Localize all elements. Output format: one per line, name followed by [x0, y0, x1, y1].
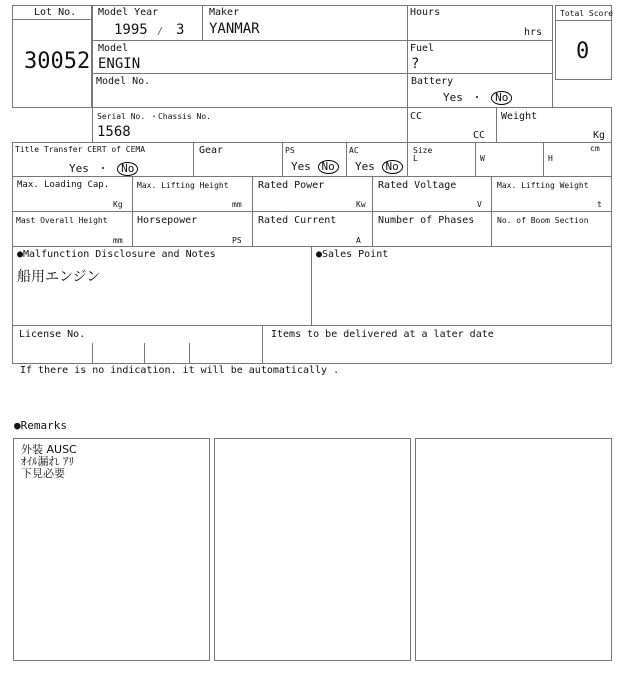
no-of-boom-section-label: No. of Boom Section: [497, 216, 589, 225]
fuel-value: ?: [411, 56, 420, 72]
footnote: If there is no indication. it will be automatically .: [20, 365, 340, 376]
model-year-month: 3: [176, 22, 185, 38]
battery-yes[interactable]: Yes: [443, 91, 463, 104]
divider: [311, 246, 312, 326]
hours-label: Hours: [410, 7, 441, 18]
divider: [262, 325, 263, 364]
divider: [202, 5, 203, 40]
divider: [252, 176, 253, 247]
divider: [193, 142, 194, 177]
divider: [144, 343, 145, 364]
title-transfer-options: [69, 160, 138, 176]
size-unit: cm: [590, 144, 600, 153]
remarks-line: 下見必要: [21, 467, 65, 480]
divider: [555, 20, 612, 21]
max-loading-cap-unit: Kg: [113, 200, 123, 209]
battery-label: Battery: [411, 76, 454, 87]
ac-options: [355, 160, 403, 174]
serial-label: Serial No. ・Chassis No.: [97, 112, 211, 121]
model-no-label: Model No.: [96, 76, 151, 87]
ac-no-selected[interactable]: No: [382, 160, 403, 174]
rated-power-unit: Kw: [356, 200, 366, 209]
divider: [407, 107, 408, 143]
divider: [282, 142, 283, 177]
remarks-box-1[interactable]: [13, 438, 210, 661]
divider: [407, 5, 408, 108]
max-lifting-height-unit: mm: [232, 200, 242, 209]
remarks-line: ｵｲﾙ漏れ ｱﾘ: [21, 455, 74, 468]
divider: [475, 142, 476, 177]
max-loading-cap-label: Max. Loading Cap.: [17, 180, 110, 190]
malfunction-value: 船用エンジン: [17, 269, 101, 285]
model-year-separator: /: [157, 26, 164, 37]
divider: [543, 142, 544, 177]
rated-power-label: Rated Power: [258, 180, 325, 191]
maker-label: Maker: [209, 7, 240, 18]
license-label: License No.: [19, 329, 86, 340]
title-transfer-dot: ・: [97, 162, 109, 175]
divider: [407, 40, 553, 41]
divider: [491, 176, 492, 247]
max-lifting-weight-label: Max. Lifting Weight: [497, 181, 589, 190]
size-label: Size: [413, 146, 433, 155]
model-year-year: 1995: [114, 22, 148, 38]
divider: [372, 176, 373, 247]
sales-point-label: ●Sales Point: [316, 249, 389, 260]
maker-value: YANMAR: [209, 21, 260, 37]
model-label: Model: [98, 43, 129, 54]
weight-label: Weight: [501, 111, 538, 122]
divider: [92, 73, 410, 74]
title-transfer-yes[interactable]: Yes: [69, 162, 89, 175]
divider: [407, 73, 553, 74]
max-lifting-weight-unit: t: [597, 200, 602, 209]
max-lifting-height-label: Max. Lifting Height: [137, 181, 229, 190]
battery-options: [443, 89, 512, 105]
title-transfer-label: Title Transfer CERT of CEMA: [15, 145, 146, 154]
remarks-box-3[interactable]: [415, 438, 612, 661]
weight-unit: Kg: [593, 130, 606, 141]
malfunction-label: ●Malfunction Disclosure and Notes: [17, 249, 216, 260]
gear-label: Gear: [199, 145, 224, 156]
rated-voltage-unit: V: [477, 200, 482, 209]
remarks-box-1-text: [21, 444, 77, 480]
divider: [407, 142, 408, 177]
size-h: H: [548, 154, 553, 163]
ac-yes[interactable]: Yes: [355, 160, 375, 173]
fuel-label: Fuel: [410, 43, 435, 54]
ac-label: AC: [349, 146, 359, 155]
number-of-phases-label: Number of Phases: [378, 215, 475, 226]
lot-number-label: Lot No.: [34, 7, 77, 18]
battery-no-selected[interactable]: No: [491, 91, 512, 105]
cc-unit: CC: [473, 130, 486, 141]
divider: [12, 19, 92, 20]
divider: [496, 107, 497, 143]
divider: [346, 142, 347, 177]
size-w: W: [480, 154, 485, 163]
horsepower-label: Horsepower: [137, 215, 198, 226]
cc-label: CC: [410, 111, 423, 122]
horsepower-unit: PS: [232, 236, 242, 245]
hours-unit: hrs: [524, 27, 543, 38]
mast-overall-height-unit: mm: [113, 236, 123, 245]
lot-number-value: 30052: [24, 49, 91, 74]
battery-dot: ・: [471, 91, 483, 104]
rated-current-label: Rated Current: [258, 215, 337, 226]
title-transfer-no-selected[interactable]: No: [117, 162, 138, 176]
remarks-label: ●Remarks: [14, 419, 67, 432]
divider: [92, 343, 93, 364]
items-later-label: Items to be delivered at a later date: [271, 329, 494, 340]
model-value: ENGIN: [98, 56, 141, 72]
ps-yes[interactable]: Yes: [291, 160, 311, 173]
rated-voltage-label: Rated Voltage: [378, 180, 457, 191]
remarks-box-2[interactable]: [214, 438, 411, 661]
ps-no-selected[interactable]: No: [318, 160, 339, 174]
rated-current-unit: A: [356, 236, 361, 245]
total-score-label: Total Score: [560, 9, 613, 18]
serial-value: 1568: [97, 124, 131, 140]
total-score-value: 0: [576, 39, 590, 64]
model-year-label: Model Year: [98, 7, 159, 18]
ps-options: [291, 160, 339, 174]
size-l: L: [413, 154, 418, 163]
mast-overall-height-label: Mast Overall Height: [16, 216, 108, 225]
divider: [12, 211, 612, 212]
divider: [189, 343, 190, 364]
remarks-line: 外装 AUSC: [21, 443, 77, 456]
ps-label: PS: [285, 146, 295, 155]
divider: [132, 176, 133, 247]
